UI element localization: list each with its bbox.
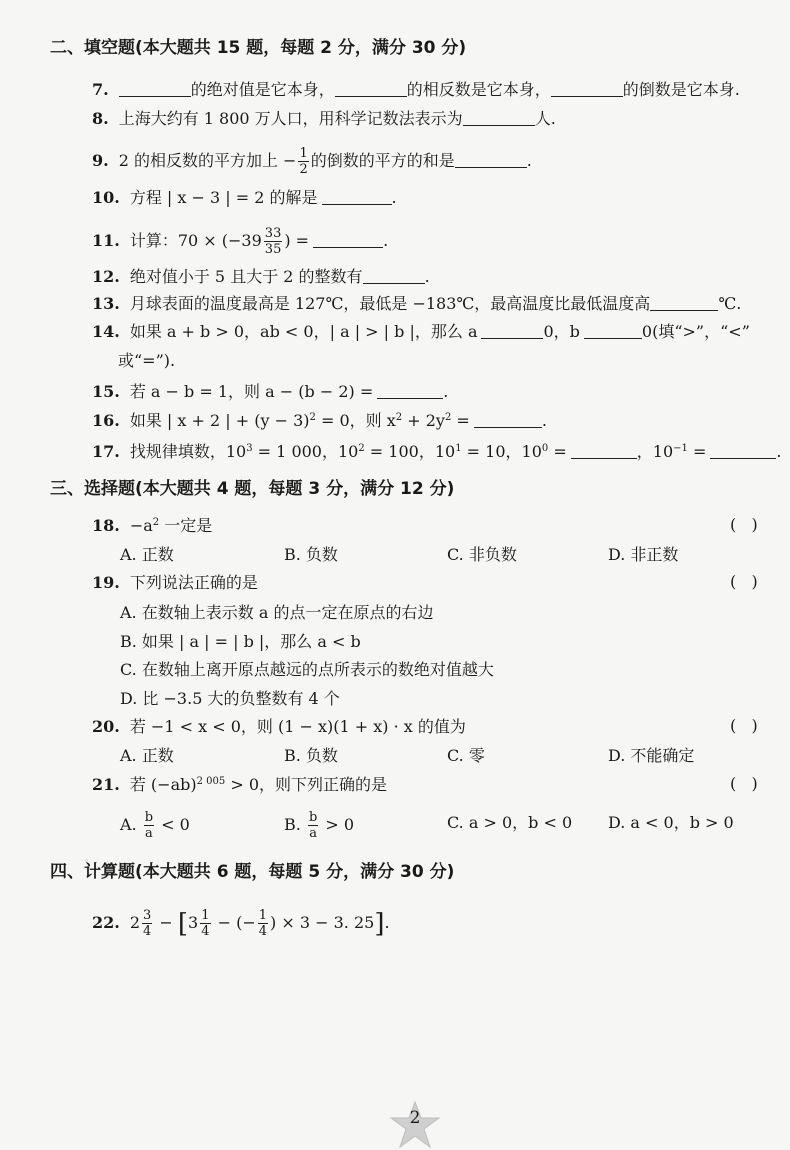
option-b[interactable]: B. 负数	[284, 545, 338, 564]
question-9: 9. 2 的相反数的平方加上 − $\frac{1}{2}$ 的倒数的平方的和是 .	[92, 146, 532, 177]
option-a[interactable]: A. 在数轴上表示数 a 的点一定在原点的右边	[120, 603, 434, 622]
option-a[interactable]: A. 正数	[120, 545, 174, 564]
option-d[interactable]: D. 非正数	[608, 545, 679, 564]
option-a[interactable]: A. 正数	[120, 746, 174, 765]
question-number: 19.	[92, 573, 120, 592]
option-b[interactable]: B. 负数	[284, 746, 338, 765]
option-c[interactable]: C. 非负数	[447, 545, 517, 564]
question-19: 19. 下列说法正确的是	[92, 573, 258, 592]
answer-blank[interactable]	[377, 382, 443, 399]
question-11: 11. 计算：70 × (−39 $\frac{33}{35}$ ) = .	[92, 226, 389, 257]
answer-blank[interactable]	[322, 188, 392, 205]
fraction: $\frac{3}{4}$	[143, 908, 152, 939]
question-number: 11.	[92, 231, 120, 250]
answer-parentheses[interactable]: ( )	[730, 716, 758, 735]
question-18: 18. $-a^2$ 一定是	[92, 516, 213, 535]
question-number: 7.	[92, 80, 109, 99]
question-14-continued: 或“=”).	[118, 351, 176, 370]
answer-blank[interactable]	[455, 151, 527, 168]
question-number: 22.	[92, 913, 120, 932]
question-number: 16.	[92, 411, 120, 430]
answer-blank[interactable]	[119, 80, 191, 97]
answer-blank[interactable]	[710, 442, 776, 459]
answer-blank[interactable]	[481, 322, 543, 339]
question-number: 20.	[92, 717, 120, 736]
question-number: 10.	[92, 188, 120, 207]
question-21: 21. 若 $(-ab)^{2 005} > 0$，则下列正确的是	[92, 775, 388, 794]
question-7: 7. 的绝对值是它本身， 的相反数是它本身， 的倒数是它本身.	[92, 80, 740, 99]
section-heading-calculation: 四、计算题(本大题共 6 题，每题 5 分，满分 30 分)	[50, 862, 455, 882]
question-17: 17. 找规律填数，$10^3 = 1$ 000，$10^2 = 100$，$10^1 = 10$，$10^0$ = ，$10^{-1}$ = .	[92, 442, 782, 461]
answer-blank[interactable]	[650, 294, 718, 311]
fraction: $\frac{1}{4}$	[201, 908, 210, 939]
question-13: 13. 月球表面的温度最高是 127℃，最低是 −183℃，最高温度比最低温度高 ℃.	[92, 294, 742, 313]
answer-parentheses[interactable]: ( )	[730, 774, 758, 793]
question-8: 8. 上海大约有 1 800 万人口，用科学记数法表示为 人.	[92, 109, 556, 128]
question-20: 20. 若 −1 < x < 0，则 (1 − x)(1 + x) · x 的值为	[92, 717, 466, 736]
fraction: $\frac{b}{a}$	[308, 810, 318, 841]
answer-blank[interactable]	[363, 267, 425, 284]
section-heading-fill-in: 二、填空题(本大题共 15 题，每题 2 分，满分 30 分)	[50, 38, 467, 58]
question-number: 12.	[92, 267, 120, 286]
answer-blank[interactable]	[313, 231, 383, 248]
option-c[interactable]: C. 零	[447, 746, 485, 765]
option-b[interactable]: B. 如果 | a | = | b |，那么 a < b	[120, 632, 361, 651]
fraction: $\frac{1}{2}$	[299, 146, 308, 177]
answer-blank[interactable]	[463, 109, 535, 126]
option-c[interactable]: C. 在数轴上离开原点越远的点所表示的数绝对值越大	[120, 660, 494, 679]
answer-parentheses[interactable]: ( )	[730, 515, 758, 534]
question-number: 14.	[92, 322, 120, 341]
question-number: 17.	[92, 442, 120, 461]
option-d[interactable]: D. 不能确定	[608, 746, 695, 765]
question-14: 14. 如果 a + b > 0，ab < 0，| a | > | b |，那么 a 0，b 0(填“>”，“<”	[92, 322, 750, 341]
question-10: 10. 方程 | x − 3 | = 2 的解是 .	[92, 188, 397, 207]
answer-blank[interactable]	[584, 322, 642, 339]
fraction: $\frac{1}{4}$	[258, 908, 268, 939]
question-number: 13.	[92, 294, 120, 313]
section-heading-choice: 三、选择题(本大题共 4 题，每题 3 分，满分 12 分)	[50, 479, 455, 499]
option-d[interactable]: D. a < 0，b > 0	[608, 813, 734, 832]
bleed-through-text	[600, 40, 604, 53]
question-number: 15.	[92, 382, 120, 401]
question-15: 15. 若 a − b = 1，则 a − (b − 2) = .	[92, 382, 449, 401]
question-12: 12. 绝对值小于 5 且大于 2 的整数有 .	[92, 267, 430, 286]
answer-blank[interactable]	[335, 80, 407, 97]
option-c[interactable]: C. a > 0，b < 0	[447, 813, 573, 832]
option-b[interactable]: B. $\frac{b}{a}$ > 0	[284, 810, 355, 841]
option-d[interactable]: D. 比 −3.5 大的负整数有 4 个	[120, 689, 340, 708]
answer-blank[interactable]	[551, 80, 623, 97]
page-number: 2	[409, 1108, 421, 1128]
question-number: 18.	[92, 516, 120, 535]
question-16: 16. 如果 | x + 2 | + $(y - 3)^2 = 0$，则 $x^2 + 2y^2$ = .	[92, 411, 547, 430]
answer-blank[interactable]	[474, 411, 542, 428]
fraction: $\frac{b}{a}$	[144, 810, 154, 841]
fraction: $\frac{33}{35}$	[264, 226, 282, 257]
question-number: 21.	[92, 775, 120, 794]
option-a[interactable]: A. $\frac{b}{a}$ < 0	[120, 810, 190, 841]
question-22: 22. 2 $\frac{3}{4}$ − [3 $\frac{1}{4}$ − (− $\frac{1}{4}$ ) × 3 − 3. 25].	[92, 908, 390, 939]
question-number: 8.	[92, 109, 109, 128]
answer-blank[interactable]	[571, 442, 637, 459]
question-number: 9.	[92, 151, 109, 170]
answer-parentheses[interactable]: ( )	[730, 572, 758, 591]
